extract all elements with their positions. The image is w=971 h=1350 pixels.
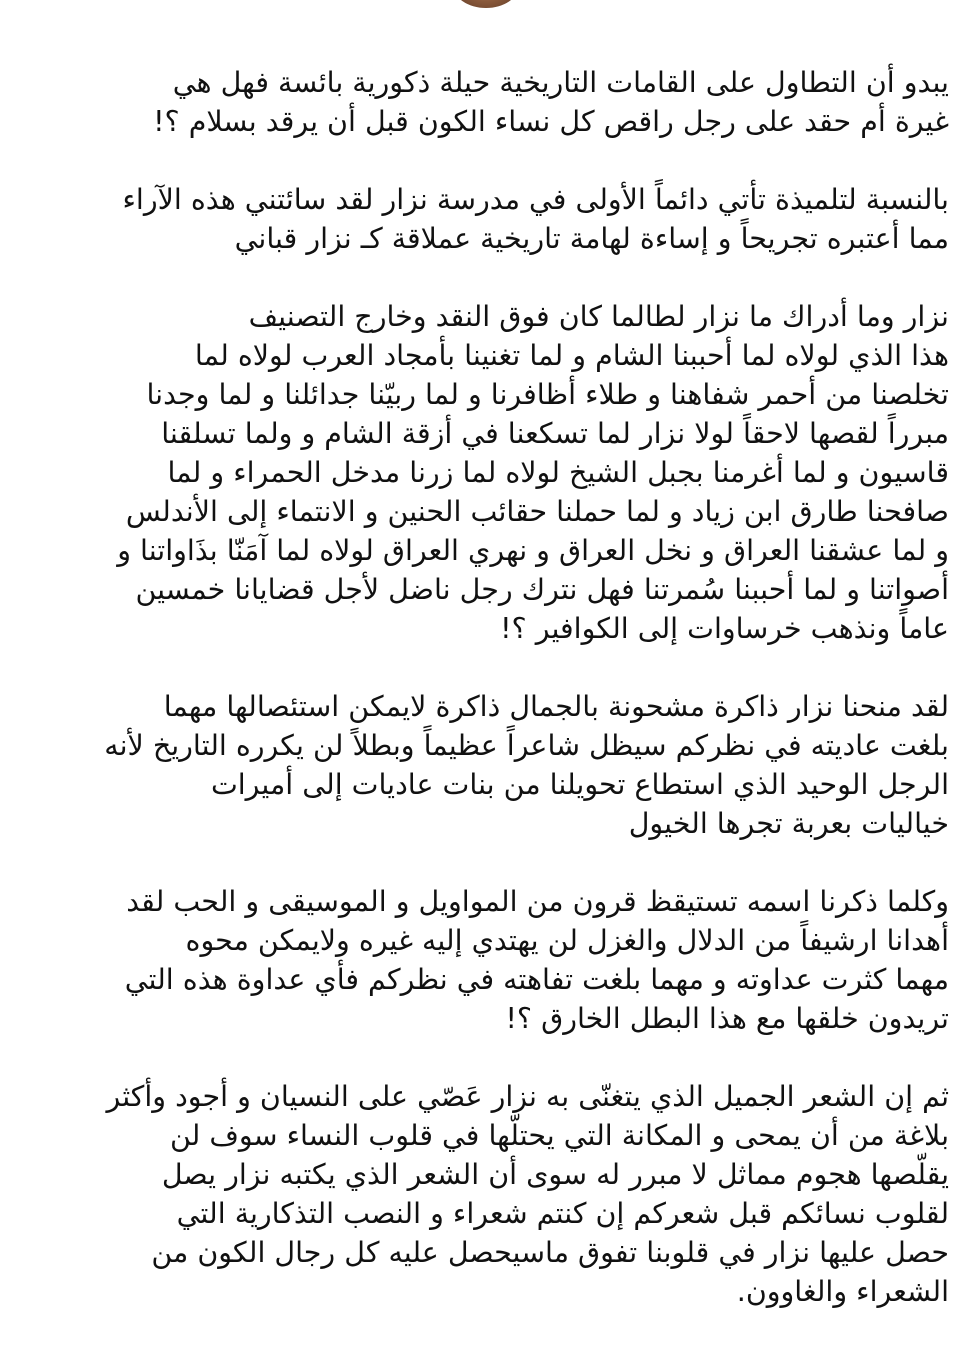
post-paragraph: ثم إن الشعر الجميل الذي يتغنّى به نزار عَصّي على النسيان و أجود وأكثر بلاغة من أن يمحى و المكانة التي يحتلّها في قلوب النساء سوف لن يقلّصها هجوم مماثل لا مبرر له سوى أن الشعر الذي يكتبه نزار يصل لقلوب نسائكم قبل شعركم إن كنتم شعراء و النصب التذكارية التي حصل عليها نزار في قلوبنا تفوق ماسيحصل عليه كل رجال الكون من الشعراء والغاوون.	[106, 1080, 949, 1308]
post-paragraph: لقد منحنا نزار ذاكرة مشحونة بالجمال ذاكرة لايمكن استئصالها مهما بلغت عاديته في نظركم سيظل شاعراً عظيماً وبطلاً لن يكرره التاريخ لأنه الرجل الوحيد الذي استطاع تحويلنا من بنات عاديات إلى أميرات خياليات بعربة تجرها الخيول	[104, 690, 949, 840]
post-text	[30, 24, 949, 1350]
post-paragraph: وكلما ذكرنا اسمه تستيقظ قرون من المواويل و الموسيقى و الحب لقد أهدانا ارشيفاً من الدلال والغزل لن يهتدي إليه غيره ولايمكن محوه مهما كثرت عداوته و مهما بلغت تفاهته في نظركم فأي عداوة هذه التي تريدون خلقها مع هذا البطل الخارق ؟!	[124, 885, 949, 1035]
post-paragraph: نزار وما أدراك ما نزار لطالما كان فوق النقد وخارج التصنيف هذا الذي لولاه لما أحببنا الشام و لما تغنينا بأمجاد العرب لولاه لما تخلصنا من أحمر شفاهنا و طلاء أظافرنا و لما ربيّنا جدائلنا و لما وجدنا مبرراً لقصها لاحقاً لولا نزار لما تسكعنا في أزقة الشام و ولما تسلقنا قاسيون و لما أغرمنا بجبل الشيخ لولاه لما زرنا مدخل الحمراء و لما صافحنا طارق ابن زياد و لما حملنا حقائب الحنين و الانتماء إلى الأندلس و لما عشقنا العراق و نخل العراق و نهري العراق لولاه لما آمَنّا بذَاواتنا و أصواتنا و لما أحببنا سُمرتنا فهل نترك رجل ناضل لأجل قضايانا خمسين عاماً ونذهب خرساوات إلى الكوافير ؟!	[117, 300, 949, 645]
post-paragraph: بالنسبة لتلميذة تأتي دائماً الأولى في مدرسة نزار لقد سائتني هذه الآراء مما أعتبره تجريحاً و إساءة لهامة تاريخية عملاقة كـ نزار قباني	[122, 183, 949, 255]
post-paragraph: يبدو أن التطاول على القامات التاريخية حيلة ذكورية بائسة فهل هي غيرة أم حقد على رجل راقص كل نساء الكون قبل أن يرقد بسلام ؟!	[153, 66, 949, 138]
avatar[interactable]	[453, 0, 519, 8]
